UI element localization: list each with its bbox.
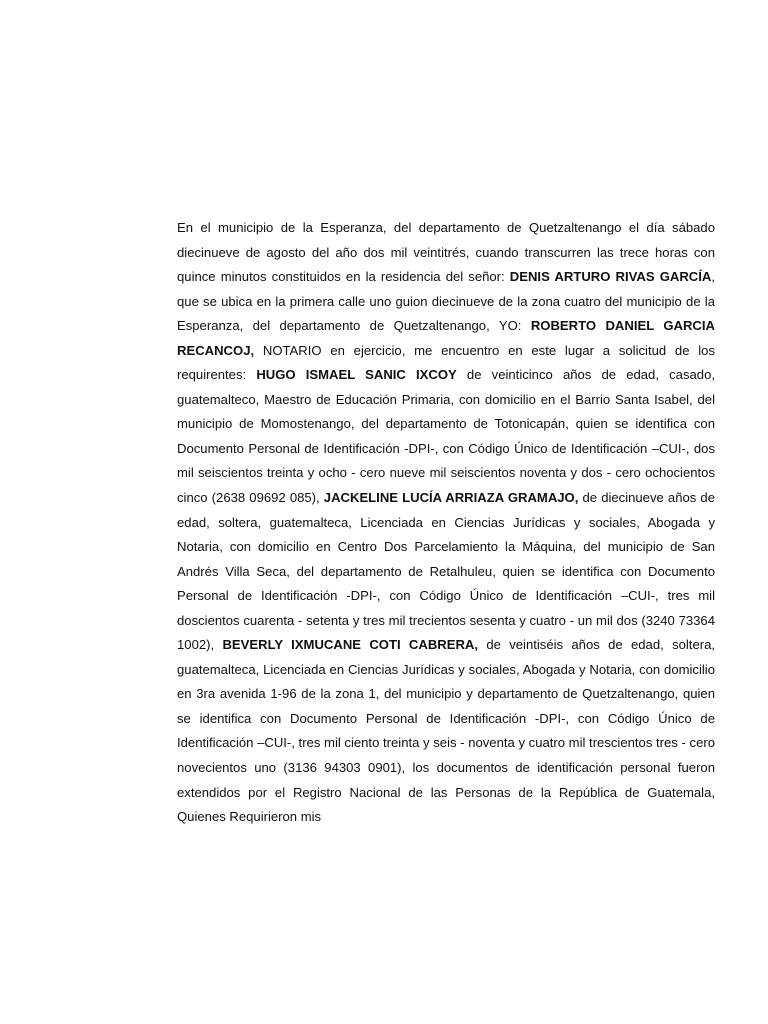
text-segment: de veintiséis años de edad, soltera, guatemalteca, Licenciada en Ciencias Jurídicas y sociales, Abogada y Notaria, con domicilio en 3ra avenida 1-96 de la zona 1, del municipio y departamento de Quetzaltenango, quien se identifica con Documento Personal de Identificación -DPI-, con Código Único de Identificación –CUI-, tres mil ciento treinta y seis - noventa y cuatro mil trescientos tres - cero novecientos uno (3136 94303 0901), los documentos de identificación personal fueron extendidos por el Registro Nacional de las Personas de la República de Guatemala, Quienes Requirieron mis (177, 637, 716, 825)
name-roberto-daniel-garcia-recancoj: ROBERTO DANIEL GARCIA RECANCOJ, (177, 318, 715, 358)
name-beverly-ixmucane-coti-cabrera: BEVERLY IXMUCANE COTI CABRERA, (222, 637, 479, 653)
name-jackeline-lucia-arriaza-gramajo: JACKELINE LUCÍA ARRIAZA GRAMAJO, (323, 490, 579, 506)
text-segment: de diecinueve años de edad, soltera, guatemalteca, Licenciada en Ciencias Jurídicas y sociales, Abogada y Notaria, con domicilio en Centro Dos Parcelamiento la Máquina, del municipio de San Andrés Villa Seca, del departamento de Retalhuleu, quien se identifica con Documento Personal de Identificación -DPI-, con Código Único de Identificación –CUI-, tres mil doscientos cuarenta - setenta y tres mil trecientos sesenta y cuatro - un mil dos (3240 73364 1002), (177, 490, 715, 653)
notarial-act-paragraph (177, 216, 715, 830)
text-segment: En el municipio de la Esperanza, del departamento de Quetzaltenango el día sábado diecinueve de agosto del año dos mil veintitrés, cuando transcurren las trece horas con quince minutos constituidos en la residencia del señor: (177, 220, 715, 285)
text-segment: de veinticinco años de edad, casado, guatemalteco, Maestro de Educación Primaria, con domicilio en el Barrio Santa Isabel, del municipio de Momostenango, del departamento de Totonicapán, quien se identifica con Documento Personal de Identificación -DPI-, con Código Único de Identificación –CUI-, dos mil seiscientos treinta y ocho - cero nueve mil seiscientos noventa y dos - cero ochocientos cinco (2638 09692 085), (177, 367, 715, 506)
name-hugo-ismael-sanic-ixcoy: HUGO ISMAEL SANIC IXCOY (256, 367, 457, 383)
text-segment: NOTARIO en ejercicio, me encuentro en este lugar a solicitud de los requirentes: (177, 342, 715, 383)
name-denis-arturo-rivas-garcia: DENIS ARTURO RIVAS GARCÍA (509, 269, 712, 285)
text-segment: , que se ubica en la primera calle uno guion diecinueve de la zona cuatro del municipio de la Esperanza, del departamento de Quetzaltenango, YO: (177, 269, 715, 334)
